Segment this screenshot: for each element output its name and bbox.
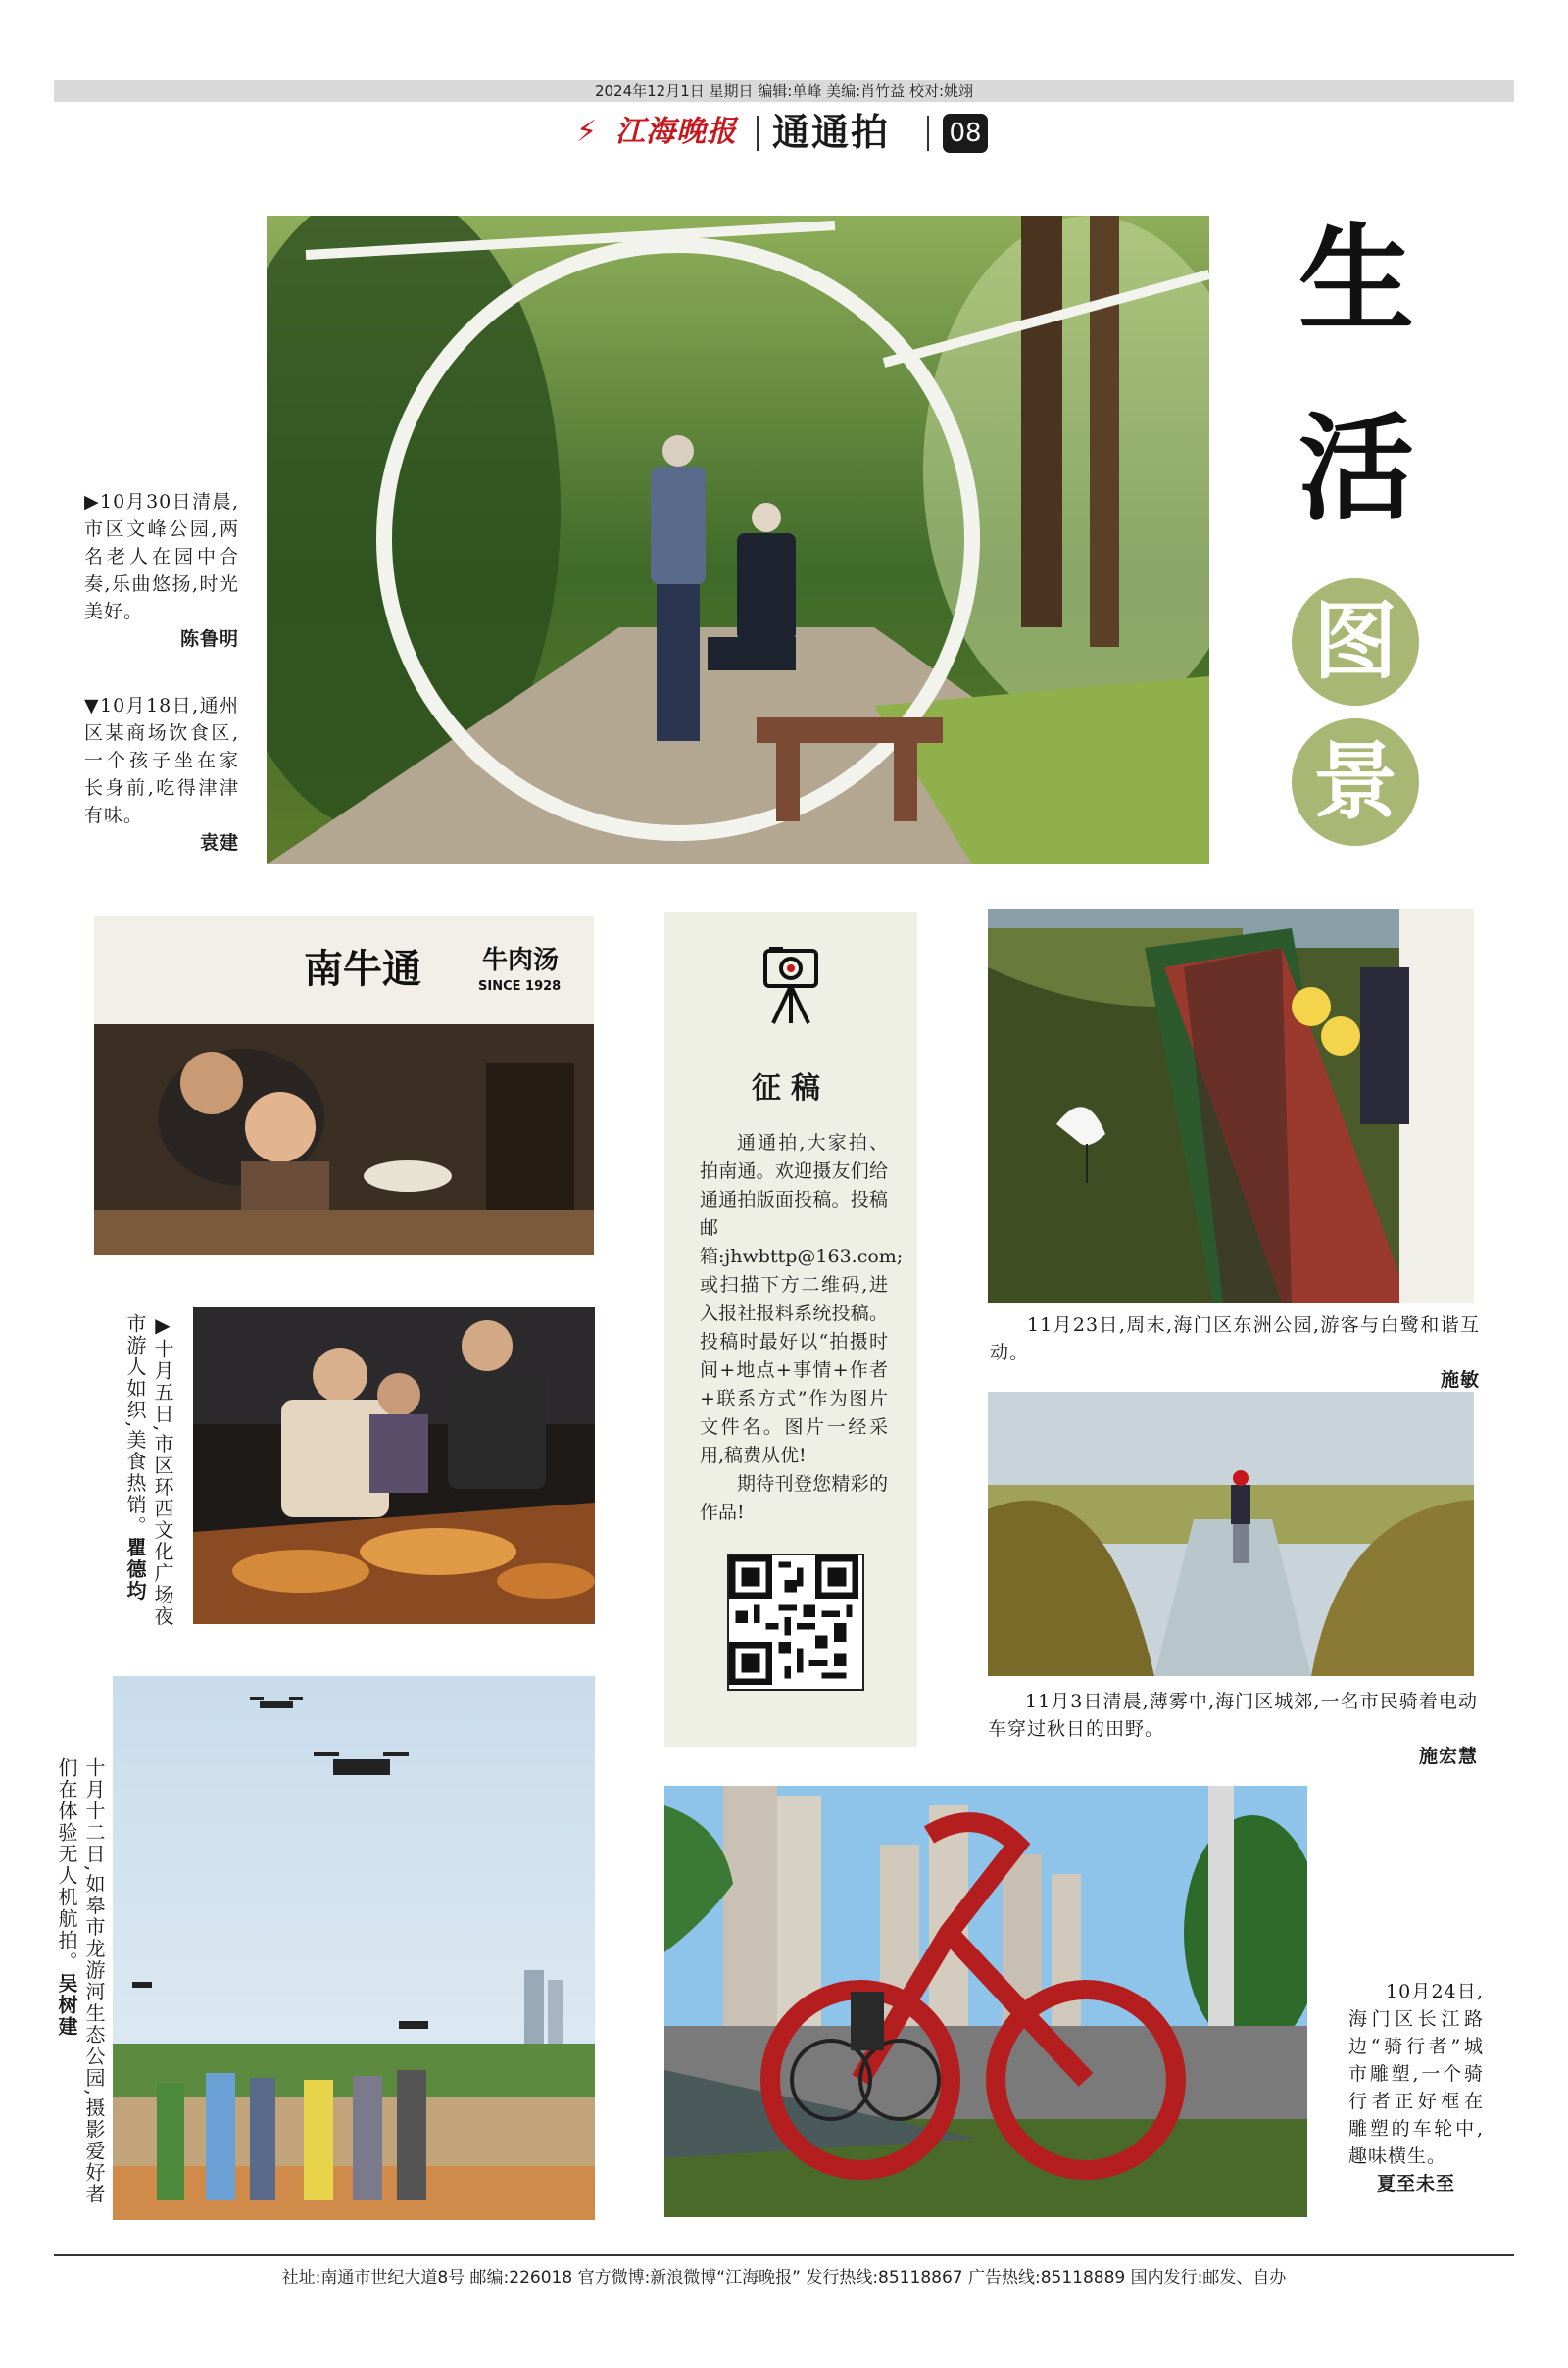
qr-code[interactable]: [727, 1554, 864, 1691]
caption-text: 11月3日清晨,薄雾中,海门区城郊,一名市民骑着电动车穿过秋日的田野。: [988, 1691, 1478, 1740]
section-name: 通通拍: [772, 110, 891, 154]
call-paragraph: 期待刊登您精彩的作品!: [700, 1473, 888, 1523]
photo-misty-field: [988, 1392, 1474, 1676]
photo-cyclist-sculpture: [664, 1786, 1307, 2217]
call-title: 征稿: [752, 1071, 830, 1106]
header-info-bar: 2024年12月1日 星期日 编辑:单峰 美编:肖竹益 校对:姚翊: [54, 80, 1514, 102]
call-body: [700, 1129, 904, 1527]
caption-text: ▶10月30日清晨,市区文峰公园,两名老人在园中合奏,乐曲悠扬,时光美好。: [84, 491, 239, 622]
page-number: 08: [943, 114, 988, 153]
caption-author: 瞿德均: [123, 1537, 147, 1603]
caption-text: ▼10月18日,通州区某商场饮食区,一个孩子坐在家长身前,吃得津津有味。: [84, 695, 239, 826]
caption-author: 夏至未至: [1376, 2173, 1455, 2195]
caption-author: 施宏慧: [1418, 1746, 1478, 1767]
camera-icon: [761, 947, 820, 1025]
caption-text: 10月24日,海门区长江路边“骑行者”城市雕塑,一个骑行者正好框在雕塑的车轮中,趣味横生。: [1348, 1981, 1484, 2167]
caption-oct30: [84, 488, 239, 653]
caption-text: 十月十二日,如皋市龙游河生态公园,摄影爱好者们在体验无人机航拍。: [55, 1757, 106, 2205]
caption-nov23: [990, 1311, 1480, 1394]
divider: [927, 116, 929, 151]
footer-info: 社址:南通市世纪大道8号 邮编:226018 官方微博:新浪微博“江海晚报” 发行热线:85118867 广告热线:85118889 国内发行:邮发、自办: [281, 2268, 1287, 2288]
restaurant-since: SINCE 1928: [478, 979, 562, 994]
photo-park-musicians: [267, 216, 1209, 864]
title-char-2: 活: [1298, 400, 1415, 536]
caption-author: 陈鲁明: [179, 628, 239, 650]
photo-egret-park: [988, 909, 1474, 1303]
caption-oct24: [1348, 1978, 1484, 2197]
photo-night-market: [193, 1307, 595, 1624]
title-char-3: 图: [1292, 578, 1419, 706]
restaurant-sign-sub: 牛肉汤: [482, 946, 560, 975]
masthead: [568, 108, 1019, 157]
footer-divider: [54, 2254, 1514, 2256]
caption-text: 11月23日,周末,海门区东洲公园,游客与白鹭和谐互动。: [990, 1314, 1480, 1363]
newspaper-logo-icon: ⚡: [576, 115, 598, 149]
restaurant-sign: 南牛通: [304, 946, 421, 992]
caption-author: 吴树建: [55, 1973, 78, 2038]
newspaper-name: 江海晚报: [615, 115, 737, 149]
caption-author: 施敏: [1440, 1369, 1480, 1391]
caption-oct5: [118, 1313, 176, 1637]
caption-oct18: [84, 692, 239, 857]
photo-restaurant-child: [94, 916, 594, 1255]
photo-drone-photographers: [113, 1676, 595, 2220]
caption-author: 袁建: [199, 832, 239, 854]
caption-text: ▶十月五日,市区环西文化广场夜市游人如织,美食热销。: [123, 1313, 174, 1628]
title-char-4: 景: [1292, 718, 1419, 846]
call-for-submissions: [664, 912, 917, 1747]
caption-oct12: [49, 1757, 108, 2208]
call-paragraph: 通通拍,大家拍、拍南通。欢迎摄友们给通通拍版面投稿。投稿邮箱:jhwbttp@163.com;或扫描下方二维码,进入报社报料系统投稿。投稿时最好以“拍摄时间+地点+事情+作者+联系方式”作为图片文件名。图片一经采用,稿费从优!: [700, 1132, 904, 1466]
divider: [757, 116, 759, 151]
caption-nov3: [988, 1688, 1478, 1770]
title-char-1: 生: [1298, 211, 1415, 347]
